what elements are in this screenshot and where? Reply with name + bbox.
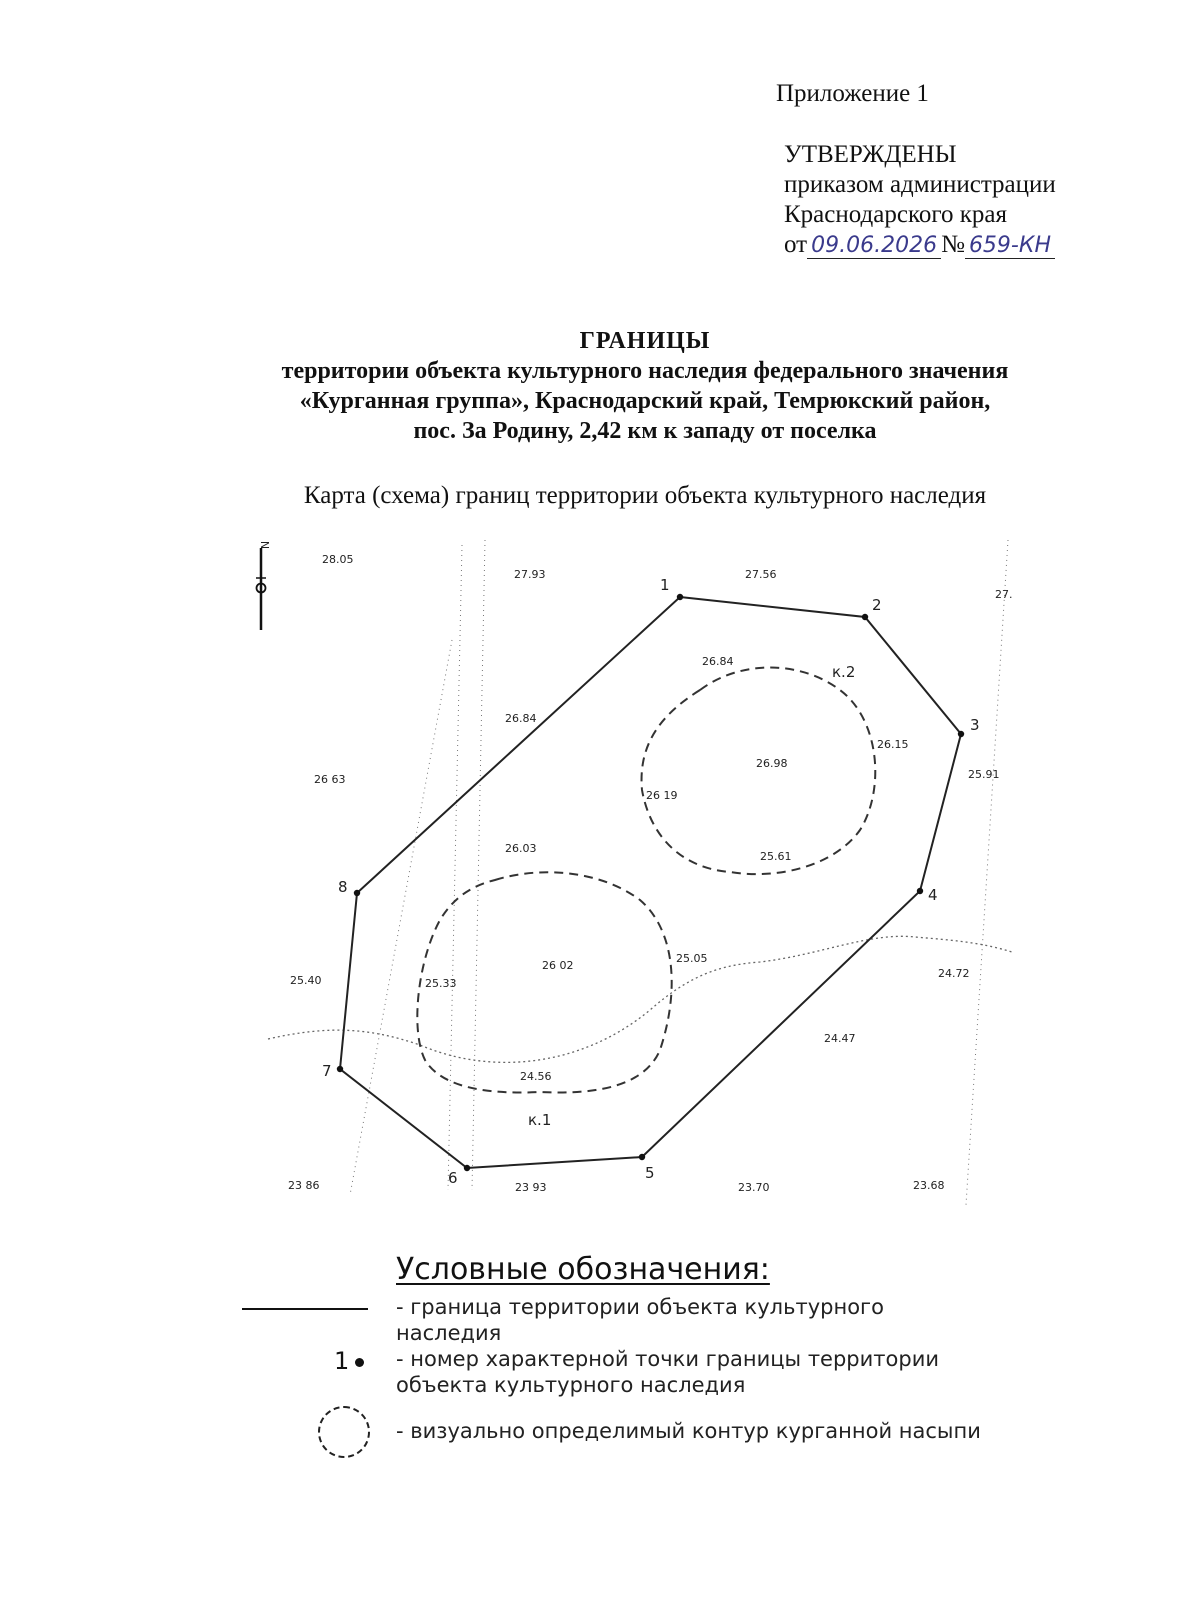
- elevation-label: 28.05: [322, 553, 354, 566]
- elevation-label: 26.15: [877, 738, 909, 751]
- vertex-label-4: 4: [928, 886, 938, 904]
- appendix-label: Приложение 1: [776, 80, 929, 107]
- elevation-label: 23.70: [738, 1181, 770, 1194]
- elevation-label: 23 86: [288, 1179, 320, 1192]
- elevation-label: 27.: [995, 588, 1013, 601]
- title-line-2: «Курганная группа», Краснодарский край, Темрюкский район,: [299, 388, 991, 414]
- territory-boundary: [340, 597, 961, 1168]
- elevation-label: 23.68: [913, 1179, 945, 1192]
- elevation-label: 26 19: [646, 789, 678, 802]
- vertex-2: [862, 614, 868, 620]
- legend-boundary-text: - граница территории объекта культурного наследия: [396, 1295, 884, 1345]
- vertex-label-3: 3: [970, 716, 980, 734]
- mound-label-1: к.1: [528, 1111, 552, 1129]
- elevation-label: 25.40: [290, 974, 322, 987]
- elevation-label: 26 02: [542, 959, 574, 972]
- vertex-8: [354, 890, 360, 896]
- order-line-1: приказом администрации: [784, 171, 1056, 198]
- vertex-7: [337, 1066, 343, 1072]
- order-line-2: Краснодарского края: [784, 201, 1007, 228]
- legend-point-number: 1: [334, 1347, 350, 1375]
- title-line-1: территории объекта культурного наследия федерального значения: [281, 358, 1009, 384]
- elevation-label: 27.56: [745, 568, 777, 581]
- mound-label-2: к.2: [832, 663, 856, 681]
- boundary-vertices: [337, 594, 964, 1171]
- legend-mound-text: - визуально определимый контур курганной насыпи: [396, 1419, 981, 1443]
- elevation-label: 24.72: [938, 967, 970, 980]
- elevation-label: 26.98: [756, 757, 788, 770]
- approved-label: УТВЕРЖДЕНЫ: [784, 141, 957, 168]
- point-dot-icon: [355, 1358, 364, 1367]
- elevation-label: 26.03: [505, 842, 537, 855]
- elevation-label: 25.91: [968, 768, 1000, 781]
- vertex-4: [917, 888, 923, 894]
- vertex-3: [958, 731, 964, 737]
- vertex-label-1: 1: [660, 576, 670, 594]
- legend-boundary-line: [242, 1308, 368, 1310]
- elevation-label: 24.56: [520, 1070, 552, 1083]
- vertex-label-7: 7: [322, 1062, 332, 1080]
- north-arrow-icon: [256, 541, 271, 630]
- elevation-label: 27.93: [514, 568, 546, 581]
- elevation-label: 25.05: [676, 952, 708, 965]
- legend-point-symbol: [334, 1347, 364, 1375]
- order-number: 659-КН: [965, 233, 1055, 259]
- title-line-3: пос. За Родину, 2,42 км к западу от поселка: [413, 418, 877, 444]
- mound-contour-2: [642, 668, 876, 875]
- elevation-label: 25.33: [425, 977, 457, 990]
- legend-point-text: - номер характерной точки границы территории объекта культурного наследия: [396, 1347, 939, 1397]
- road-lines: [350, 540, 1008, 1205]
- number-prefix: №: [941, 231, 965, 258]
- elevation-label: 24.47: [824, 1032, 856, 1045]
- vertex-5: [639, 1154, 645, 1160]
- legend-title: Условные обозначения:: [396, 1252, 770, 1287]
- elevation-label: 26.84: [702, 655, 734, 668]
- elevation-label: 23 93: [515, 1181, 547, 1194]
- vertex-6: [464, 1165, 470, 1171]
- vertex-1: [677, 594, 683, 600]
- vertex-label-5: 5: [645, 1164, 655, 1182]
- vertex-label-6: 6: [448, 1169, 458, 1187]
- north-label: N: [258, 540, 271, 550]
- vertex-label-8: 8: [338, 878, 348, 896]
- creek-line: [268, 936, 1012, 1062]
- elevation-label: 26.84: [505, 712, 537, 725]
- dashed-circle-icon: [318, 1406, 370, 1458]
- elevation-label: 25.61: [760, 850, 792, 863]
- date-prefix: от: [784, 231, 808, 258]
- title-main: ГРАНИЦЫ: [579, 328, 711, 354]
- order-date: 09.06.2026: [807, 233, 941, 259]
- map-caption: Карта (схема) границ территории объекта культурного наследия: [303, 482, 987, 509]
- elevation-label: 26 63: [314, 773, 346, 786]
- vertex-label-2: 2: [872, 596, 882, 614]
